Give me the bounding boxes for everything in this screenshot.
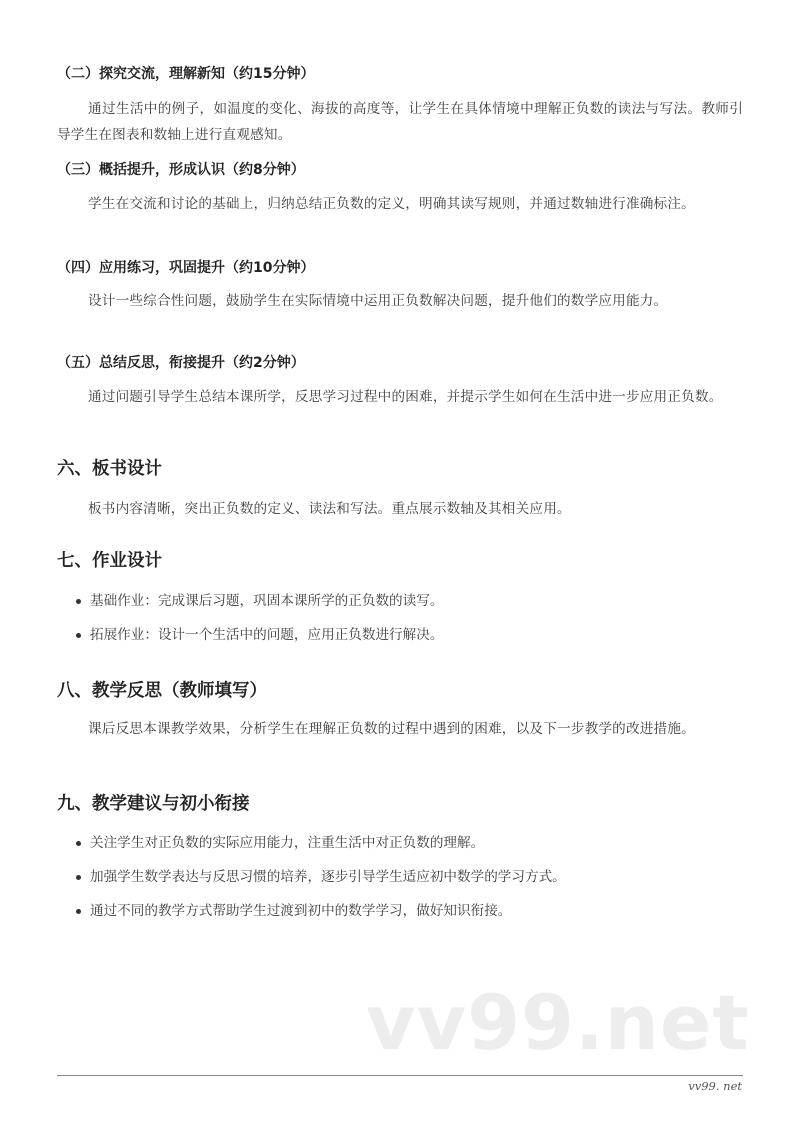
bullet-icon: [76, 875, 81, 880]
suggestions-list: [57, 833, 743, 935]
step5-heading: （五）总结反思，衔接提升（约2分钟）: [57, 355, 305, 371]
step3-body: 学生在交流和讨论的基础上，归纳总结正负数的定义，明确其读写规则，并通过数轴进行准确标注。: [88, 196, 695, 212]
list-item: [57, 901, 743, 921]
list-item: [57, 867, 743, 887]
step2-body: 通过生活中的例子，如温度的变化、海拔的高度等，让学生在具体情境中理解正负数的读法与写法。教师引导学生在图表和数轴上进行直观感知。: [57, 101, 743, 143]
board-design-body: 板书内容清晰，突出正负数的定义、读法和写法。重点展示数轴及其相关应用。: [88, 501, 571, 517]
homework-list: [57, 591, 743, 659]
step5-body: 通过问题引导学生总结本课所学，反思学习过程中的困难，并提示学生如何在生活中进一步应用正负数。: [88, 389, 723, 405]
bullet-icon: [76, 909, 81, 914]
homework-heading: 七、作业设计: [57, 551, 162, 571]
list-item: [57, 625, 743, 645]
bullet-icon: [76, 599, 81, 604]
watermark: vv99.net: [366, 978, 750, 1067]
suggestions-heading: 九、教学建议与初小衔接: [57, 794, 250, 814]
list-item-text: 关注学生对正负数的实际应用能力，注重生活中对正负数的理解。: [90, 835, 485, 851]
bullet-icon: [76, 841, 81, 846]
reflection-heading: 八、教学反思（教师填写）: [57, 681, 267, 701]
board-design-heading: 六、板书设计: [57, 459, 162, 479]
footer-divider: [57, 1075, 743, 1076]
list-item: [57, 591, 743, 611]
step3-heading: （三）概括提升，形成认识（约8分钟）: [57, 162, 305, 178]
list-item-text: 加强学生数学表达与反思习惯的培养，逐步引导学生适应初中数学的学习方式。: [90, 869, 566, 885]
reflection-body: 课后反思本课教学效果，分析学生在理解正负数的过程中遇到的困难，以及下一步教学的改进措施。: [88, 721, 695, 737]
list-item-text: 通过不同的教学方式帮助学生过渡到初中的数学学习，做好知识衔接。: [90, 903, 512, 919]
step4-heading: （四）应用练习，巩固提升（约10分钟）: [57, 260, 315, 276]
bullet-icon: [76, 633, 81, 638]
list-item-text: 拓展作业：设计一个生活中的问题，应用正负数进行解决。: [90, 627, 444, 643]
step2-heading: （二）探究交流，理解新知（约15分钟）: [57, 66, 315, 82]
footer-site-label: vv99. net: [688, 1079, 742, 1093]
list-item-text: 基础作业：完成课后习题，巩固本课所学的正负数的读写。: [90, 593, 444, 609]
step4-body: 设计一些综合性问题，鼓励学生在实际情境中运用正负数解决问题，提升他们的数学应用能力。: [88, 293, 668, 309]
list-item: [57, 833, 743, 853]
